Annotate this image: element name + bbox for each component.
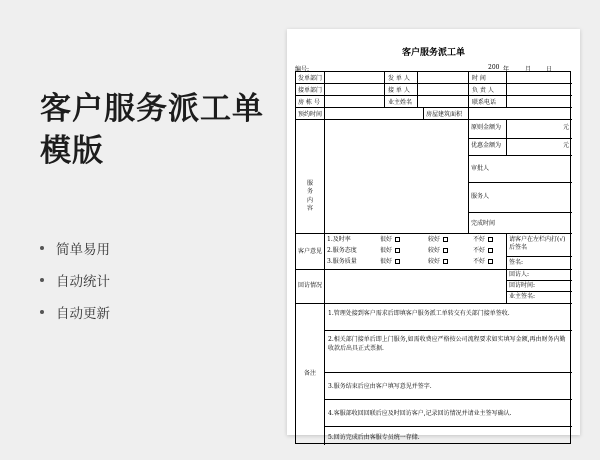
- rating-ok[interactable]: 较好: [428, 236, 448, 244]
- checkbox-icon[interactable]: [395, 237, 400, 242]
- bullet-icon: [40, 246, 44, 250]
- currency-unit: 元: [563, 142, 570, 149]
- time-label: 时 间: [472, 75, 486, 82]
- rating-good[interactable]: 很好: [380, 236, 400, 244]
- owner-name-label: 业主姓名: [388, 99, 413, 106]
- date-month: 月: [525, 66, 532, 73]
- col-line: [417, 72, 418, 107]
- row-line: [506, 256, 572, 257]
- row-line: [324, 372, 572, 373]
- rating-bad[interactable]: 不好: [473, 236, 493, 244]
- row-line: [296, 233, 572, 234]
- visitor-label: 回访人:: [509, 271, 530, 278]
- notes-label: 备注: [304, 370, 317, 377]
- document-preview: [287, 29, 580, 441]
- row-line: [468, 155, 572, 156]
- row-line: [468, 212, 572, 213]
- rating-good[interactable]: 很好: [380, 247, 400, 255]
- note-item: 5.回访完成后由客服专员统一存储.: [328, 434, 420, 441]
- row-line: [296, 269, 572, 270]
- row-line: [468, 182, 572, 183]
- rating-bad[interactable]: 不好: [473, 258, 493, 266]
- col-line: [468, 119, 469, 233]
- row-line: [324, 330, 572, 331]
- service-staff-label: 服务人: [471, 193, 490, 200]
- currency-unit: 元: [563, 124, 570, 131]
- receiver-label: 接 单 人: [388, 87, 410, 94]
- service-content-label: 服务内容: [306, 180, 313, 213]
- col-line: [468, 72, 469, 107]
- sign-instruction: 请客户在左栏内打(√)后签名: [509, 236, 566, 251]
- rating-bad[interactable]: 不好: [473, 247, 493, 255]
- row-line: [324, 426, 572, 427]
- row-line: [506, 280, 572, 281]
- visit-time-label: 回访时间:: [509, 282, 536, 289]
- building-area-label: 房屋建筑面积: [426, 111, 463, 118]
- owner-sign-label: 业主签名:: [509, 293, 536, 300]
- bullet-icon: [40, 310, 44, 314]
- row-line: [296, 95, 572, 96]
- col-line: [506, 233, 507, 303]
- checkbox-icon[interactable]: [443, 248, 448, 253]
- dispatcher-label: 发 单 人: [388, 75, 410, 82]
- feature-label: 自动统计: [56, 274, 110, 290]
- feature-label: 自动更新: [56, 306, 110, 322]
- rating-ok[interactable]: 较好: [428, 258, 448, 266]
- row-line: [296, 303, 572, 304]
- original-amount-label: 原则金额为: [471, 124, 502, 131]
- person-in-charge-label: 负 责 人: [472, 87, 494, 94]
- opinion-item-timeliness: 1.及时率: [327, 236, 351, 243]
- col-line: [324, 72, 325, 107]
- dispatch-form: [295, 71, 571, 444]
- bullet-icon: [40, 278, 44, 282]
- date-year: 200: [488, 64, 500, 71]
- number-label: 编号:: [295, 66, 310, 73]
- dispatch-dept-label: 发单部门: [298, 75, 323, 82]
- feature-item: [40, 232, 110, 264]
- checkbox-icon[interactable]: [395, 248, 400, 253]
- col-line: [506, 72, 507, 107]
- row-line: [506, 291, 572, 292]
- room-no-label: 房 栋 号: [298, 99, 320, 106]
- followup-label: 回访情况: [298, 282, 323, 289]
- rating-good[interactable]: 很好: [380, 258, 400, 266]
- checkbox-icon[interactable]: [443, 237, 448, 242]
- discount-amount-label: 优惠金额为: [471, 142, 502, 149]
- col-line: [324, 107, 325, 445]
- checkbox-icon[interactable]: [488, 237, 493, 242]
- customer-sign-label: 签名:: [509, 259, 524, 266]
- col-line: [384, 72, 385, 107]
- note-item: 2.相关部门接单后即上门服务,如需收费应严格按公司流程要求如实填写金额,再由财务内勤收款后出具正式票据.: [328, 336, 566, 352]
- row-line: [296, 83, 572, 84]
- col-line: [506, 119, 507, 155]
- row-line: [468, 138, 572, 139]
- approver-label: 审批人: [471, 165, 490, 172]
- customer-opinion-label: 客户意见: [298, 248, 323, 255]
- appointment-time-label: 预约时间: [298, 111, 323, 118]
- row-line: [324, 399, 572, 400]
- date-day: 日: [546, 66, 553, 73]
- feature-label: 简单易用: [56, 242, 110, 258]
- checkbox-icon[interactable]: [395, 259, 400, 264]
- date-year-unit: 年: [503, 66, 510, 73]
- checkbox-icon[interactable]: [443, 259, 448, 264]
- feature-item: [40, 296, 110, 328]
- row-line: [296, 107, 572, 108]
- opinion-item-attitude: 2.服务态度: [327, 247, 357, 254]
- receive-dept-label: 接单部门: [298, 87, 323, 94]
- note-item: 1.管理处接到客户需求后即填客户服务派工单转交有关部门接单签收.: [328, 310, 510, 317]
- note-item: 4.客服部收回回联后应及时回访客户,记录回访情况并请业主签写确认.: [328, 410, 512, 417]
- feature-item: [40, 264, 110, 296]
- completion-time-label: 完成时间: [471, 220, 496, 227]
- feature-list: [40, 232, 110, 328]
- opinion-item-quality: 3.服务质量: [327, 258, 357, 265]
- checkbox-icon[interactable]: [488, 248, 493, 253]
- contact-phone-label: 联系电话: [472, 99, 497, 106]
- row-line: [296, 119, 572, 120]
- rating-ok[interactable]: 较好: [428, 247, 448, 255]
- col-line: [468, 107, 469, 119]
- note-item: 3.服务结束后应由客户填写意见并签字.: [328, 383, 432, 390]
- checkbox-icon[interactable]: [488, 259, 493, 264]
- document-title: 客户服务派工单: [401, 48, 465, 58]
- page-title: 客户服务派工单模版: [40, 91, 264, 169]
- col-line: [423, 107, 424, 119]
